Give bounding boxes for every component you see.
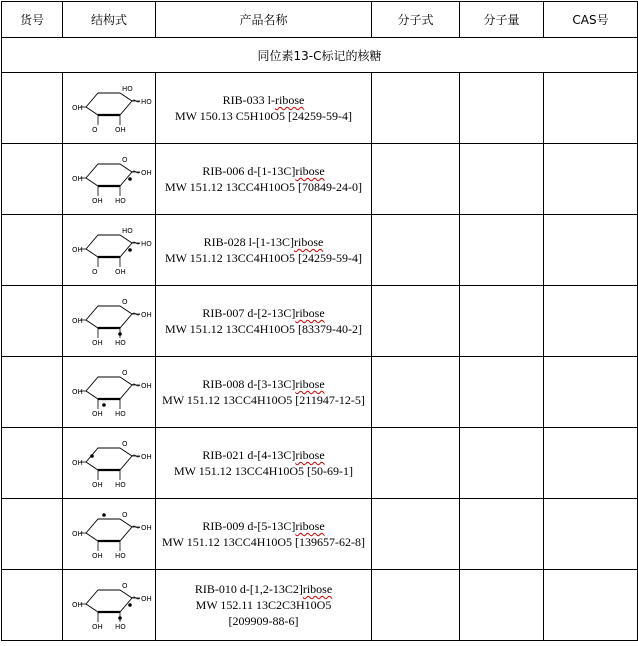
- atom-label: OH: [72, 530, 83, 538]
- ribose-structure-diagram: [70, 77, 152, 139]
- spellcheck-underline: ribose: [295, 377, 325, 391]
- atom-label: O: [122, 298, 128, 306]
- cas-cell: [544, 570, 638, 641]
- atom-label: OH: [72, 246, 83, 254]
- atom-label: OH: [92, 339, 103, 347]
- atom-label: OH: [141, 595, 152, 603]
- header-structure: 结构式: [63, 2, 156, 38]
- product-details: MW 152.11 13C2C3H10O5: [195, 598, 332, 612]
- product-label: l-ribose: [267, 93, 305, 107]
- formula-cell: [372, 499, 460, 570]
- spellcheck-underline: ribose: [295, 519, 325, 533]
- carbon-13-marker: [128, 177, 132, 181]
- atom-label: O: [122, 440, 128, 448]
- table-row: [2, 215, 638, 286]
- atom-label: HO: [141, 240, 152, 248]
- product-title-line: [156, 305, 371, 321]
- product-details: MW 151.12 13CC4H10O5 [211947-12-5]: [162, 393, 365, 407]
- molecular-weight-cell: [460, 357, 544, 428]
- formula-cell: [372, 144, 460, 215]
- product-title-line: [156, 163, 371, 179]
- product-code: RIB-033: [222, 93, 265, 107]
- product-details: MW 151.12 13CC4H10O5 [70849-24-0]: [164, 180, 363, 194]
- product-title-line: [156, 92, 371, 108]
- molecular-weight-cell: [460, 570, 544, 641]
- structure-cell: [63, 357, 156, 428]
- molecular-weight-cell: [460, 73, 544, 144]
- cas-cell: [544, 499, 638, 570]
- product-cas-line: [209909-88-6]: [228, 614, 299, 628]
- spellcheck-underline: ribose: [295, 164, 325, 178]
- product-details: MW 151.12 13CC4H10O5 [83379-40-2]: [164, 322, 363, 336]
- spellcheck-underline: ribose: [275, 93, 305, 107]
- cas-cell: [544, 286, 638, 357]
- molecular-weight-cell: [460, 144, 544, 215]
- atom-label: HO: [122, 85, 133, 93]
- cas-cell: [544, 428, 638, 499]
- molecular-weight-cell: [460, 215, 544, 286]
- table-row: [2, 428, 638, 499]
- product-label: d-[1,2-13C2]ribose: [239, 582, 333, 596]
- atom-label: HO: [115, 481, 126, 489]
- header-row: [2, 2, 638, 38]
- molecular-weight-cell: [460, 428, 544, 499]
- formula-cell: [372, 286, 460, 357]
- atom-label: OH: [72, 459, 83, 467]
- table-row: [2, 499, 638, 570]
- product-name-cell: [156, 428, 372, 499]
- atom-label: HO: [115, 197, 126, 205]
- carbon-13-marker: [90, 454, 94, 458]
- section-row: [2, 38, 638, 73]
- atom-label: OH: [115, 126, 126, 134]
- product-title-line: [156, 581, 371, 597]
- atom-label: O: [92, 126, 98, 134]
- atom-label: OH: [72, 104, 83, 112]
- product-title-line: [156, 447, 371, 463]
- pyranose-ring: [86, 235, 132, 257]
- header-cas: CAS号: [544, 2, 638, 38]
- ribose-structure-diagram: [70, 503, 152, 565]
- table-row: [2, 357, 638, 428]
- product-title-line: [156, 518, 371, 534]
- atom-label: OH: [92, 552, 103, 560]
- product-name-cell: [156, 215, 372, 286]
- item-number-cell: [2, 428, 63, 499]
- product-details: MW 151.12 13CC4H10O5 [24259-59-4]: [164, 251, 363, 265]
- product-details: MW 151.12 13CC4H10O5 [139657-62-8]: [161, 535, 366, 549]
- atom-label: O: [92, 268, 98, 276]
- header-item-number: 货号: [2, 2, 63, 38]
- product-code: RIB-007: [202, 306, 245, 320]
- atom-label: OH: [141, 311, 152, 319]
- ribose-structure-diagram: [70, 219, 152, 281]
- structure-cell: [63, 428, 156, 499]
- atom-label: OH: [141, 524, 152, 532]
- item-number-cell: [2, 215, 63, 286]
- header-formula: 分子式: [372, 2, 460, 38]
- pyranose-ring: [86, 306, 132, 328]
- cas-cell: [544, 357, 638, 428]
- product-name-cell: [156, 357, 372, 428]
- atom-label: O: [122, 369, 128, 377]
- product-label: d-[5-13C]ribose: [247, 519, 325, 533]
- atom-label: HO: [115, 623, 126, 631]
- pyranose-ring: [86, 164, 132, 186]
- table-row: [2, 286, 638, 357]
- pyranose-ring: [86, 448, 132, 470]
- item-number-cell: [2, 499, 63, 570]
- ribose-structure-diagram: [70, 361, 152, 423]
- product-details: MW 151.12 13CC4H10O5 [50-69-1]: [173, 464, 354, 478]
- atom-label: OH: [92, 481, 103, 489]
- product-code: RIB-008: [202, 377, 245, 391]
- product-code: RIB-028: [203, 235, 246, 249]
- product-label: d-[1-13C]ribose: [247, 164, 325, 178]
- atom-label: HO: [115, 410, 126, 418]
- carbon-13-marker: [118, 332, 122, 336]
- product-label: d-[3-13C]ribose: [247, 377, 325, 391]
- atom-label: HO: [115, 552, 126, 560]
- product-name-cell: [156, 286, 372, 357]
- product-code: RIB-009: [202, 519, 245, 533]
- pyranose-ring: [86, 590, 132, 612]
- product-code: RIB-021: [202, 448, 245, 462]
- ribose-structure-diagram: [70, 148, 152, 210]
- product-label: d-[2-13C]ribose: [247, 306, 325, 320]
- product-details: MW 150.13 C5H10O5 [24259-59-4]: [174, 109, 353, 123]
- carbon-13-marker: [128, 603, 132, 607]
- atom-label: O: [122, 511, 128, 519]
- formula-cell: [372, 73, 460, 144]
- pyranose-ring: [86, 519, 132, 541]
- product-table: [1, 1, 638, 641]
- product-name-cell: [156, 73, 372, 144]
- atom-label: OH: [141, 382, 152, 390]
- molecular-weight-cell: [460, 286, 544, 357]
- product-name-cell: [156, 499, 372, 570]
- atom-label: OH: [92, 623, 103, 631]
- ribose-structure-diagram: [70, 290, 152, 352]
- table-row: [2, 570, 638, 641]
- atom-label: HO: [141, 98, 152, 106]
- cas-cell: [544, 73, 638, 144]
- carbon-13-marker: [118, 616, 122, 620]
- spellcheck-underline: ribose: [294, 235, 324, 249]
- cas-cell: [544, 215, 638, 286]
- atom-label: OH: [115, 268, 126, 276]
- product-name-cell: [156, 144, 372, 215]
- product-label: d-[4-13C]ribose: [247, 448, 325, 462]
- structure-cell: [63, 570, 156, 641]
- item-number-cell: [2, 357, 63, 428]
- product-label: l-[1-13C]ribose: [248, 235, 324, 249]
- molecular-weight-cell: [460, 499, 544, 570]
- pyranose-ring: [86, 377, 132, 399]
- atom-label: OH: [141, 453, 152, 461]
- table-row: [2, 144, 638, 215]
- ribose-structure-diagram: [70, 432, 152, 494]
- atom-label: OH: [141, 169, 152, 177]
- spellcheck-underline: ribose: [295, 448, 325, 462]
- carbon-13-marker: [102, 513, 106, 517]
- structure-cell: [63, 73, 156, 144]
- structure-cell: [63, 499, 156, 570]
- carbon-13-marker: [102, 403, 106, 407]
- atom-label: OH: [72, 601, 83, 609]
- pyranose-ring: [86, 93, 132, 115]
- item-number-cell: [2, 286, 63, 357]
- structure-cell: [63, 144, 156, 215]
- header-product-name: 产品名称: [156, 2, 372, 38]
- header-molecular-weight: 分子量: [460, 2, 544, 38]
- atom-label: O: [122, 582, 128, 590]
- ribose-structure-diagram: [70, 574, 152, 636]
- formula-cell: [372, 357, 460, 428]
- atom-label: OH: [92, 410, 103, 418]
- cas-cell: [544, 144, 638, 215]
- item-number-cell: [2, 570, 63, 641]
- atom-label: OH: [92, 197, 103, 205]
- atom-label: OH: [72, 175, 83, 183]
- product-title-line: [156, 376, 371, 392]
- table-row: [2, 73, 638, 144]
- atom-label: HO: [115, 339, 126, 347]
- product-code: RIB-006: [202, 164, 245, 178]
- item-number-cell: [2, 144, 63, 215]
- formula-cell: [372, 570, 460, 641]
- formula-cell: [372, 428, 460, 499]
- structure-cell: [63, 215, 156, 286]
- item-number-cell: [2, 73, 63, 144]
- section-title: 同位素13-C标记的核糖: [2, 38, 638, 73]
- atom-label: OH: [72, 388, 83, 396]
- atom-label: HO: [122, 227, 133, 235]
- spellcheck-underline: ribose: [302, 582, 333, 596]
- product-name-cell: [156, 570, 372, 641]
- carbon-13-marker: [128, 248, 132, 252]
- formula-cell: [372, 215, 460, 286]
- structure-cell: [63, 286, 156, 357]
- atom-label: OH: [72, 317, 83, 325]
- product-title-line: [156, 234, 371, 250]
- product-code: RIB-010: [194, 582, 237, 596]
- atom-label: O: [122, 156, 128, 164]
- spellcheck-underline: ribose: [295, 306, 325, 320]
